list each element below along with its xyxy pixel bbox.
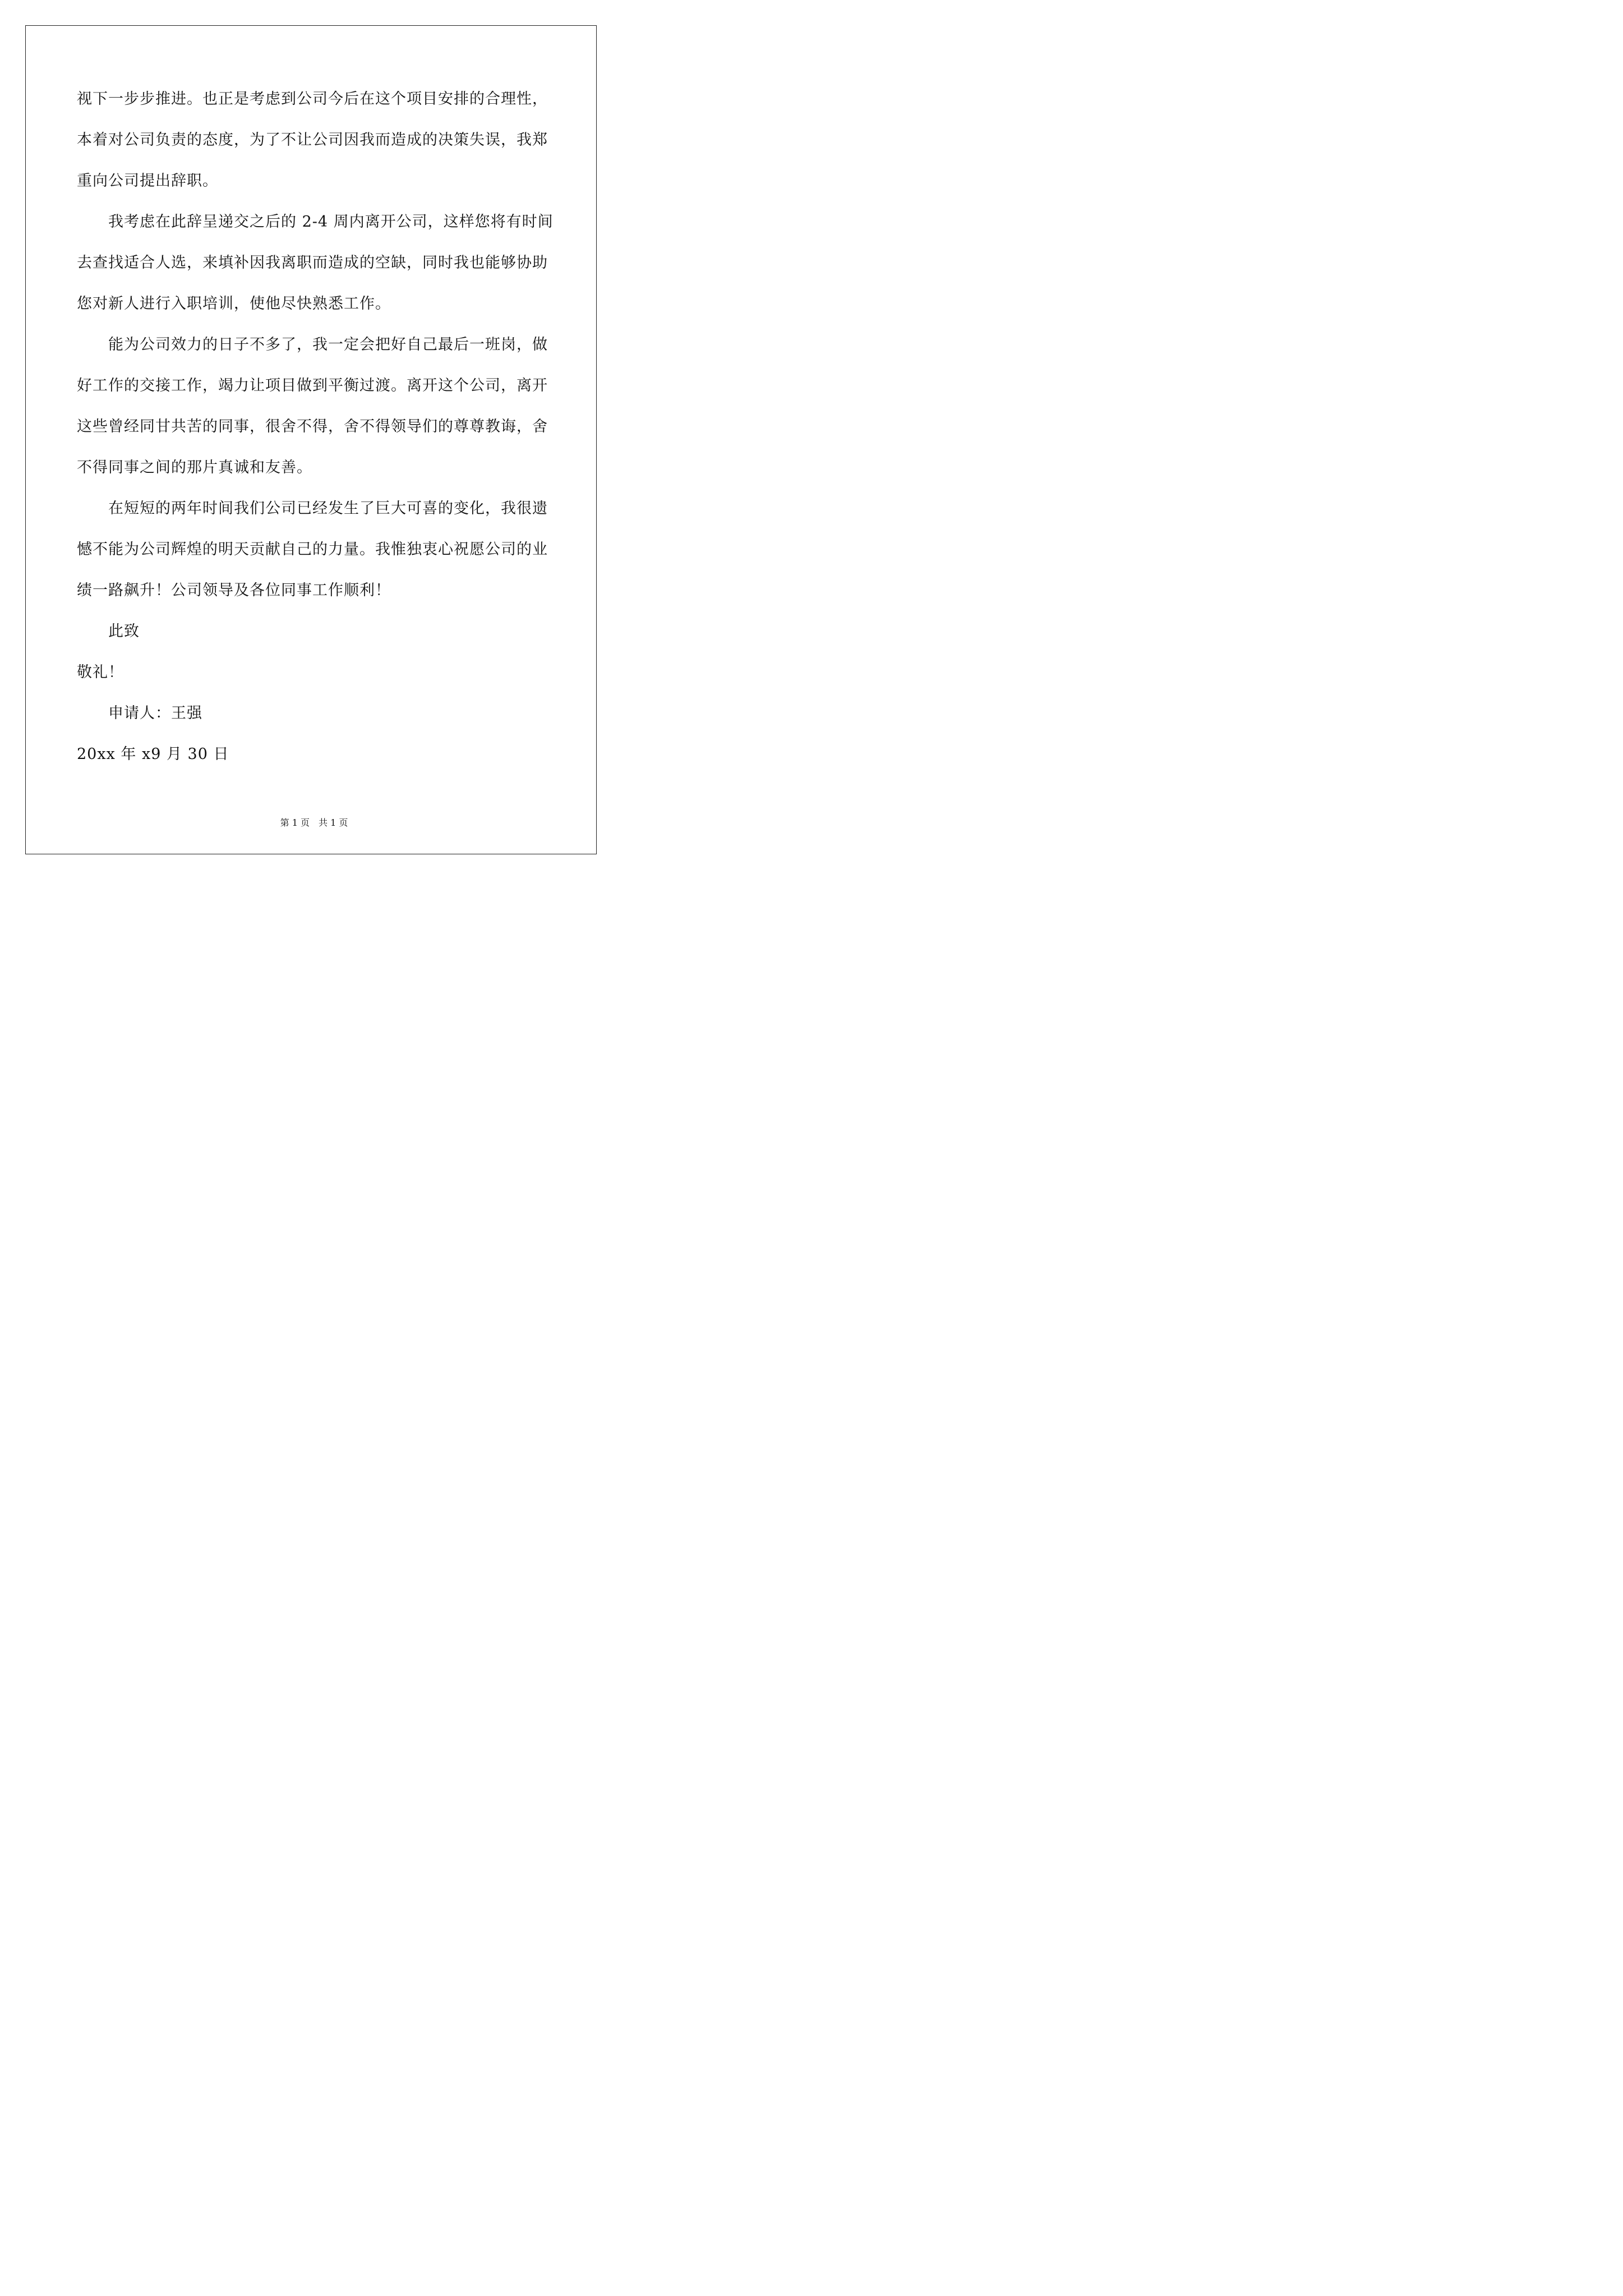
paragraph-reason [77,79,548,201]
page-footer [0,816,628,829]
paragraph-notice-period [77,201,554,324]
text-line: 您对新人进行入职培训，使他尽快熟悉工作。 [77,295,391,312]
text-line: 憾不能为公司辉煌的明天贡献自己的力量。我惟独衷心祝愿公司的业 [77,541,548,558]
text-line: 20xx 年 x9 月 30 日 [77,746,229,763]
text-line: 视下一步步推进。也正是考虑到公司今后在这个项目安排的合理性， [77,90,548,108]
letter-date [77,734,548,775]
closing-regards [77,652,548,693]
text-line: 我考虑在此辞呈递交之后的 2-4 周内离开公司，这样您将有时间 [108,213,554,231]
text-line: 好工作的交接工作，竭力让项目做到平衡过渡。离开这个公司，离开 [77,377,548,394]
document-body [77,79,554,775]
applicant-signature [77,693,548,734]
text-line: 这些曾经同甘共苦的同事，很舍不得，舍不得领导们的尊尊教诲，舍 [77,418,548,435]
text-line: 去查找适合人选，来填补因我离职而造成的空缺，同时我也能够协助 [77,254,548,272]
text-line: 在短短的两年时间我们公司已经发生了巨大可喜的变化，我很遗 [108,500,548,517]
paragraph-wishes [77,488,548,611]
text-line: 不得同事之间的那片真诚和友善。 [77,459,312,476]
text-line: 重向公司提出辞职。 [77,172,218,190]
text-line: 能为公司效力的日子不多了，我一定会把好自己最后一班岗，做 [108,336,548,353]
text-line: 此致 [108,623,140,640]
paragraph-handover [77,324,548,488]
text-line: 绩一路飙升！公司领导及各位同事工作顺利！ [77,582,391,599]
page-number: 第 1 页 共 1 页 [280,817,348,828]
text-line: 本着对公司负责的态度，为了不让公司因我而造成的决策失误，我郑 [77,131,548,149]
text-line: 申请人：王强 [108,705,202,722]
text-line: 敬礼！ [77,664,124,681]
closing-salutation [77,611,548,652]
